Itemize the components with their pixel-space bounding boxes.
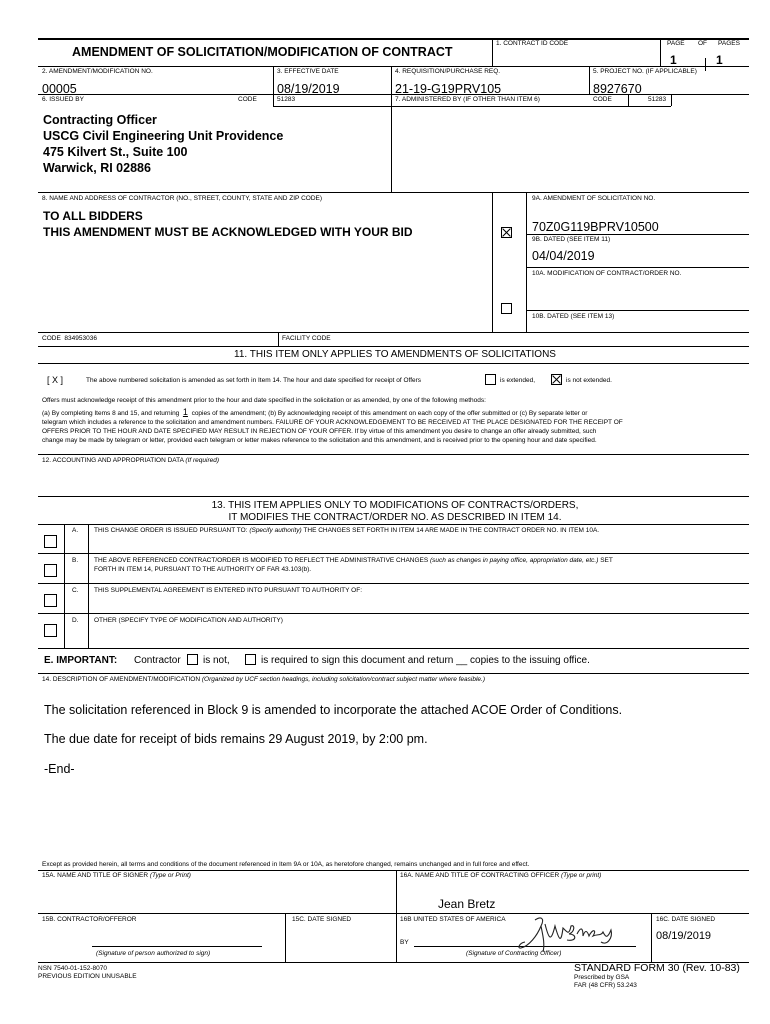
sol-no-label: 9A. AMENDMENT OF SOLICITATION NO. (532, 195, 656, 202)
usa-label: 16B UNITED STATES OF AMERICA (400, 916, 506, 923)
issuer-line-3: 475 Kilvert St., Suite 100 (43, 145, 188, 159)
contractor-line-2: THIS AMENDMENT MUST BE ACKNOWLEDGED WITH YOUR BID (43, 225, 413, 239)
item13-d-checkbox[interactable] (44, 624, 57, 637)
standard-form-label: STANDARD FORM 30 (Rev. 10-83) (574, 962, 740, 974)
rule (38, 583, 749, 584)
divider (660, 38, 661, 66)
contractor-signature-caption: (Signature of person authorized to sign) (96, 950, 211, 957)
project-no-value: 8927670 (593, 82, 642, 96)
divider (628, 94, 629, 106)
officer-signature-image (515, 912, 625, 962)
rule (38, 496, 749, 497)
officer-date-label: 16C. DATE SIGNED (656, 916, 716, 923)
item13-b-text-1: THE ABOVE REFERENCED CONTRACT/ORDER IS MODIFIED TO REFLECT THE ADMINISTRATIVE CHANGES (such as changes in paying office, appropriation date, etc.) SET (94, 557, 613, 564)
sol-no-value: 70Z0G119BPRV10500 (532, 220, 659, 234)
dated-9b-value: 04/04/2019 (532, 249, 595, 263)
is-required-label: is required to sign this document and return __ copies to the issuing office. (261, 655, 590, 666)
extended-checkbox[interactable] (485, 374, 496, 385)
previous-edition-text: PREVIOUS EDITION UNUSABLE (38, 973, 137, 980)
rule (38, 870, 749, 871)
modification-checkbox[interactable] (501, 303, 512, 314)
admin-code-label: CODE (593, 96, 612, 103)
is-required-checkbox[interactable] (245, 654, 256, 665)
officer-date-value: 08/19/2019 (656, 930, 712, 942)
divider (273, 66, 274, 106)
rule (38, 94, 749, 95)
issued-code-label: CODE (238, 96, 257, 103)
divider (589, 66, 590, 94)
effective-date-label: 3. EFFECTIVE DATE (277, 68, 339, 75)
contractor-line-1: TO ALL BIDDERS (43, 209, 143, 223)
rule (38, 192, 749, 193)
description-line-3: -End- (44, 762, 75, 776)
item13-c-text: THIS SUPPLEMENTAL AGREEMENT IS ENTERED INTO PURSUANT TO AUTHORITY OF: (94, 587, 362, 594)
item13-c-checkbox[interactable] (44, 594, 57, 607)
item11-heading: 11. THIS ITEM ONLY APPLIES TO AMENDMENTS OF SOLICITATIONS (234, 349, 556, 360)
dated-9b-label: 9B. DATED (SEE ITEM 11) (532, 236, 611, 243)
item11-para3: telegram which includes a reference to the solicitation and amendment numbers. FAILURE OF YOUR ACKNOWLEDGEMENT TO BE RECEIVED AT THE PLACE DESIGNATED FOR THE RECEIPT OF (42, 419, 623, 426)
issuer-line-2: USCG Civil Engineering Unit Providence (43, 129, 284, 143)
important-contractor: Contractor (134, 655, 181, 666)
rule (38, 553, 749, 554)
item13-heading-2: IT MODIFIES THE CONTRACT/ORDER NO. AS DESCRIBED IN ITEM 14. (228, 512, 562, 523)
rule (526, 267, 749, 268)
item13-d-letter: D. (72, 617, 79, 624)
issuer-line-1: Contracting Officer (43, 113, 157, 127)
rule (38, 613, 749, 614)
rule (273, 106, 391, 107)
description-line-1: The solicitation referenced in Block 9 is amended to incorporate the attached ACOE Order of Conditions. (44, 703, 623, 717)
rule (38, 454, 749, 455)
divider (278, 332, 279, 346)
rule (38, 332, 749, 333)
rule (391, 106, 671, 107)
rule (38, 363, 749, 364)
administered-by-label: 7. ADMINISTERED BY (IF OTHER THAN ITEM 6) (395, 96, 540, 103)
prescribed-by-text: Prescribed by GSA (574, 974, 630, 981)
issued-by-label: 6. ISSUED BY (42, 96, 84, 103)
divider (705, 58, 706, 71)
important-label: E. IMPORTANT: (44, 655, 118, 666)
item11-text: The above numbered solicitation is amended as set forth in Item 14. The hour and date specified for receipt of Offers (86, 377, 422, 384)
project-no-label: 5. PROJECT NO. (IF APPLICABLE) (593, 68, 697, 75)
item13-a-letter: A. (72, 527, 79, 534)
divider (396, 870, 397, 962)
page-label: PAGE (667, 40, 685, 47)
item13-heading-1: 13. THIS ITEM APPLIES ONLY TO MODIFICATIONS OF CONTRACTS/ORDERS, (211, 500, 579, 511)
rule (38, 346, 749, 347)
of-label: OF (698, 40, 708, 47)
requisition-value: 21-19-G19PRV105 (395, 82, 502, 96)
issued-code-value: 51283 (277, 96, 296, 103)
officer-name-label: 16A. NAME AND TITLE OF CONTRACTING OFFICER (Type or print) (400, 872, 602, 879)
officer-name: Jean Bretz (438, 897, 496, 911)
contract-id-label: 1. CONTRACT ID CODE (496, 40, 569, 47)
item11-para5: change may be made by telegram or letter, provided each telegram or letter makes reference to the solicitation and this amendment, and is received prior to the opening hour and date specified. (42, 437, 597, 444)
amendment-checkbox[interactable] (501, 227, 512, 238)
item11-para4: OFFERS PRIOR TO THE HOUR AND DATE SPECIFIED MAY RESULT IN REJECTION OF YOUR OFFER. If by virtue of this amendment you desire to change an offer already submitted, such (42, 428, 597, 435)
far-text: FAR (48 CFR) 53.243 (574, 982, 637, 989)
item11-para1: Offers must acknowledge receipt of this amendment prior to the hour and date specified in the solicitation or as amended, by one of the following methods: (42, 397, 486, 404)
amend-no-value: 00005 (42, 82, 77, 96)
description-line-2: The due date for receipt of bids remains 29 August 2019, by 2:00 pm. (44, 732, 428, 746)
nsn-text: NSN 7540-01-152-8070 (38, 965, 108, 972)
contractor-date-label: 15C. DATE SIGNED (292, 916, 352, 923)
contractor-code-label: CODE 834953036 (42, 335, 97, 342)
facility-code-label: FACILITY CODE (282, 335, 331, 342)
divider (651, 913, 652, 962)
contractor-offeror-label: 15B. CONTRACTOR/OFFEROR (42, 916, 137, 923)
signer-name-label: 15A. NAME AND TITLE OF SIGNER (Type or Print) (42, 872, 191, 879)
is-not-label: is not, (203, 655, 230, 666)
item11-bracket[interactable]: [ X ] (47, 375, 64, 385)
item13-a-text: THIS CHANGE ORDER IS ISSUED PURSUANT TO: (Specify authority) THE CHANGES SET FORTH IN ITEM 14 ARE MADE IN THE CONTRACT ORDER NO. IN ITEM 10A. (94, 527, 600, 534)
not-extended-checkbox[interactable] (551, 374, 562, 385)
admin-code-value: 51283 (648, 96, 667, 103)
pages-label: PAGES (718, 40, 740, 47)
divider (492, 192, 493, 332)
requisition-label: 4. REQUISITION/PURCHASE REQ. (395, 68, 501, 75)
amend-no-label: 2. AMENDMENT/MODIFICATION NO. (42, 68, 153, 75)
rule (92, 946, 262, 947)
is-not-checkbox[interactable] (187, 654, 198, 665)
divider (671, 94, 672, 106)
rule (38, 66, 749, 67)
form-top-border (38, 38, 749, 40)
item13-a-checkbox[interactable] (44, 535, 57, 548)
accounting-label: 12. ACCOUNTING AND APPROPRIATION DATA (If required) (42, 457, 220, 464)
rule (38, 524, 749, 525)
by-label: BY (400, 939, 409, 946)
divider (64, 524, 65, 648)
rule (38, 913, 749, 914)
item13-b-text-2: FORTH IN ITEM 14, PURSUANT TO THE AUTHORITY OF FAR 43.103(b). (94, 566, 312, 573)
contractor-label: 8. NAME AND ADDRESS OF CONTRACTOR (NO., STREET, COUNTY, STATE AND ZIP CODE) (42, 195, 323, 202)
effective-date-value: 08/19/2019 (277, 82, 340, 96)
dated-10b-label: 10B. DATED (SEE ITEM 13) (532, 313, 615, 320)
mod-no-label: 10A. MODIFICATION OF CONTRACT/ORDER NO. (532, 270, 682, 277)
rule (526, 310, 749, 311)
description-label: 14. DESCRIPTION OF AMENDMENT/MODIFICATION (Organized by UCF section headings, including solicitation/contract subject matter where feasible.) (42, 676, 486, 683)
item11-para2: (a) By completing Items 8 and 15, and returning 1 copies of the amendment; (b) By acknowledging receipt of this amendment on each copy of the offer submitted or (c) By separate letter or (42, 407, 588, 417)
item13-b-letter: B. (72, 557, 79, 564)
form-title: AMENDMENT OF SOLICITATION/MODIFICATION OF CONTRACT (72, 45, 453, 59)
page-number: 1 (670, 53, 677, 67)
not-extended-label: is not extended. (566, 377, 612, 384)
divider (526, 192, 527, 332)
item13-d-text: OTHER (SPECIFY TYPE OF MODIFICATION AND AUTHORITY) (94, 617, 283, 624)
except-text: Except as provided herein, all terms and conditions of the document referenced in Item 9A or 10A, as heretofore changed, remains unchanged and in full force and effect. (42, 861, 530, 868)
divider (285, 913, 286, 962)
rule (38, 648, 749, 649)
issuer-line-4: Warwick, RI 02886 (43, 161, 151, 175)
page-count: 1 (716, 53, 723, 67)
divider (391, 66, 392, 192)
rule (526, 234, 749, 235)
item13-b-checkbox[interactable] (44, 564, 57, 577)
divider (492, 38, 493, 66)
rule (38, 673, 749, 674)
divider (88, 524, 89, 648)
officer-signature-caption: (Signature of Contracting Officer) (466, 950, 562, 957)
extended-label: is extended, (500, 377, 536, 384)
item13-c-letter: C. (72, 587, 79, 594)
